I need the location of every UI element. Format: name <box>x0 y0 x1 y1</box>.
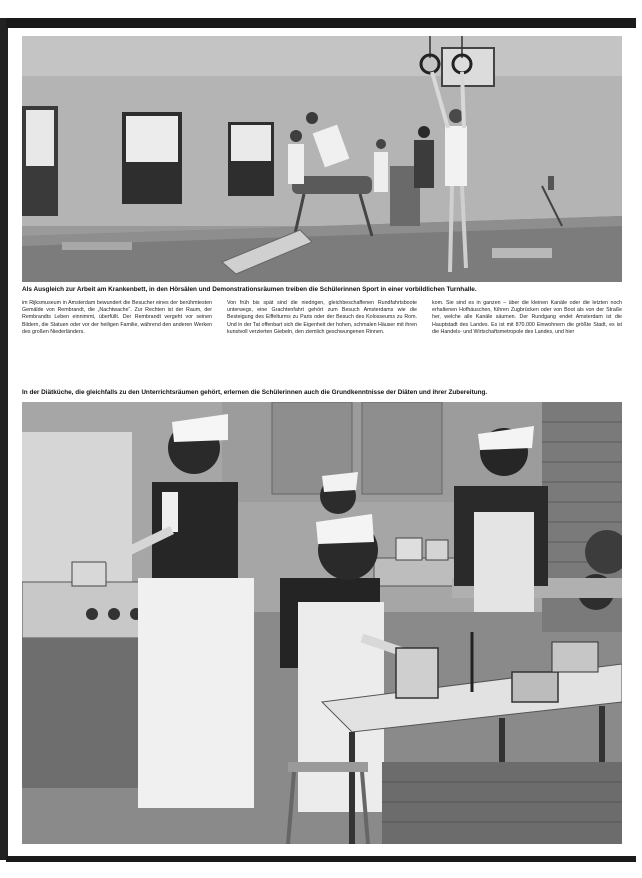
page-edge-left <box>0 18 8 860</box>
article-text <box>22 300 622 380</box>
gym-caption: Als Ausgleich zur Arbeit am Krankenbett, in den Hörsälen und Demonstrationsräumen treiben die Schülerinnen Sport in einer vorbildlichen Turnhalle. <box>22 286 477 293</box>
page-edge-top <box>6 18 636 28</box>
kitchen-photo <box>22 402 622 844</box>
article-column: im Rijksmuseum in Amsterdam bewundert die Besucher eines der berühmtesten Gemälde von Rembrandt, die „Nachtwache“. Zur Rechten ist der Raum, der Rembrandts Leben einnimmt, überfüllt. Der Rembrandt vergeht vor seinen Bildern, die Statuen oder vor der heiligen Familie, während den anderen Werken des großen Niederländers. <box>22 300 212 335</box>
page-edge-bottom <box>6 856 636 862</box>
article-column: Von früh bis spät sind die niedrigen, gleichbeschaffenen Rundfahrtsboote unterwegs, eine Grachtenfahrt gehört zum Besuch Amsterdams wie die Besteigung des Eiffelturms zu Paris oder der Besuch des Kolosseums zu Rom. Und in der Tat offenbart sich die Eigenheit der hohen, schmalen Häuser mit ihren kunstvoll verzierten Giebeln, den ziemlich geschwungenen Rinnen. <box>227 300 417 335</box>
article-column: kom. Sie sind es in ganzen – über die kleinen Kanäle oder die letzten noch erhaltenen Hofhäuschen, führen Zugbrücken oder von Boot als von der Straße her, welche alle Kanäle säumen. Der Rundgang endet Amsterdam ist die Hauptstadt des Landes. Es ist mit 870.000 Einwohnern die größte Stadt, es ist die Handels- und Wirtschaftsmetropole des Landes, und hier <box>432 300 622 335</box>
gym-photo <box>22 36 622 282</box>
kitchen-caption: In der Diätküche, die gleichfalls zu den Unterrichtsräumen gehört, erlernen die Schülerinnen auch die Grundkenntnisse der Diäten und ihrer Zubereitung. <box>22 389 488 396</box>
